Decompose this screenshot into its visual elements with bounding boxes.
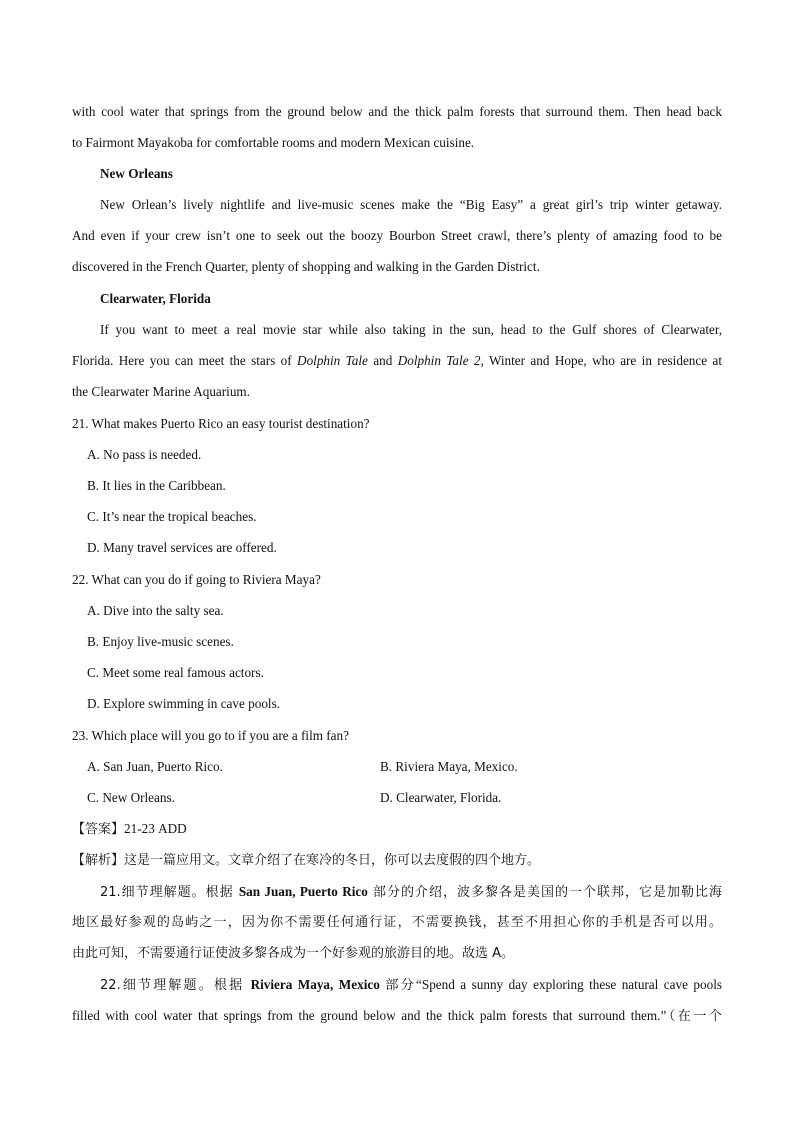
question-option: D. Clearwater, Florida.	[380, 790, 502, 805]
analysis-intro: 这是一篇应用文。文章介绍了在寒冷的冬日，你可以去度假的四个地方。	[124, 853, 541, 868]
answer-value: 21-23 ADD	[124, 821, 187, 836]
question-stem: 22. What can you do if going to Riviera Maya?	[72, 572, 321, 587]
section-heading-new-orleans: New Orleans	[100, 166, 173, 181]
text-run: , Winter and Hope, who are in residence at	[480, 353, 722, 368]
text-run: 部分的介绍，波多黎各是美国的一个联邦，它是加勒比海	[367, 885, 722, 900]
analysis-paragraph-line: 地区最好参观的岛屿之一，因为你不需要任何通行证，不需要换钱，甚至不用担心你的手机是否可以用。	[72, 915, 722, 930]
question-option: A. San Juan, Puerto Rico.	[87, 759, 223, 774]
question-option: A. No pass is needed.	[87, 447, 202, 462]
analysis-label: 【解析】	[72, 853, 125, 868]
text-run: Florida. Here you can meet the stars of	[72, 353, 298, 368]
passage-paragraph-line: And even if your crew isn’t one to seek out the boozy Bourbon Street crawl, there’s plenty of amazing food to be	[72, 228, 722, 243]
passage-paragraph-line	[72, 352, 722, 370]
analysis-paragraph-line	[100, 976, 722, 995]
question-option: B. Enjoy live-music scenes.	[87, 634, 234, 649]
movie-title: Dolphin Tale	[297, 353, 368, 368]
question-option: C. New Orleans.	[87, 790, 175, 805]
analysis-paragraph-line: filled with cool water that springs from the ground below and the thick palm forests that surround them.”（在一个	[72, 1008, 722, 1023]
question-stem: 21. What makes Puerto Rico an easy tourist destination?	[72, 416, 370, 431]
analysis-line	[72, 851, 722, 870]
passage-paragraph-line: If you want to meet a real movie star while also taking in the sun, head to the Gulf shores of Clearwater,	[100, 322, 722, 337]
question-option: C. It’s near the tropical beaches.	[87, 509, 257, 524]
question-option: B. It lies in the Caribbean.	[87, 478, 226, 493]
passage-paragraph-line: New Orlean’s lively nightlife and live-music scenes make the “Big Easy” a great girl’s trip winter getaway.	[100, 197, 722, 212]
text-run: 部分“Spend a sunny day exploring these natural cave pools	[379, 977, 722, 992]
question-option: A. Dive into the salty sea.	[87, 603, 224, 618]
analysis-paragraph-line	[100, 883, 722, 902]
section-reference: San Juan, Puerto Rico	[238, 884, 368, 899]
passage-paragraph-line: the Clearwater Marine Aquarium.	[72, 384, 250, 399]
text-run: and	[367, 353, 398, 368]
question-option: B. Riviera Maya, Mexico.	[380, 759, 518, 774]
answer-label: 【答案】	[72, 822, 125, 837]
question-stem: 23. Which place will you go to if you are a film fan?	[72, 728, 349, 743]
section-reference: Riviera Maya, Mexico	[250, 977, 380, 992]
analysis-paragraph-line: 由此可知，不需要通行证使波多黎各成为一个好参观的旅游目的地。故选 A。	[72, 946, 515, 961]
text-run: 21.细节理解题。根据	[100, 885, 239, 900]
text-run: 22.细节理解题。根据	[100, 978, 251, 993]
section-heading-clearwater: Clearwater, Florida	[100, 291, 211, 306]
passage-paragraph-line: with cool water that springs from the ground below and the thick palm forests that surround them. Then head back	[72, 104, 722, 119]
passage-paragraph-line: discovered in the French Quarter, plenty of shopping and walking in the Garden District.	[72, 259, 540, 274]
question-option: D. Explore swimming in cave pools.	[87, 696, 281, 711]
question-option: C. Meet some real famous actors.	[87, 665, 264, 680]
answer-line	[72, 820, 722, 839]
question-option: D. Many travel services are offered.	[87, 540, 277, 555]
movie-title: Dolphin Tale 2	[397, 353, 481, 368]
passage-paragraph-line: to Fairmont Mayakoba for comfortable rooms and modern Mexican cuisine.	[72, 135, 475, 150]
